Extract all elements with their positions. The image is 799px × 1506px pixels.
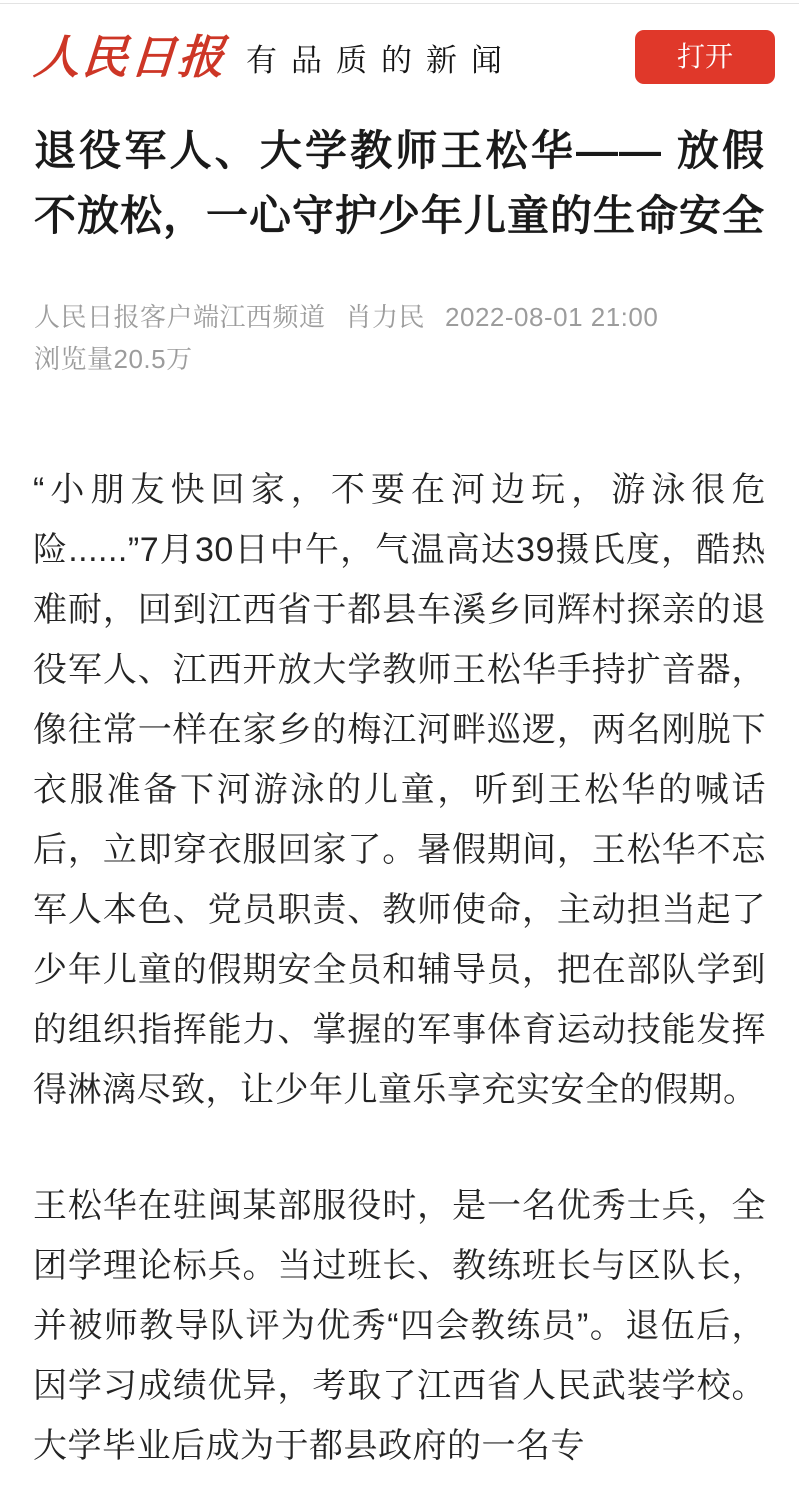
- article-publish-time: 2022-08-01 21:00: [445, 302, 659, 332]
- article-paragraph: “小朋友快回家，不要在河边玩，游泳很危险......”7月30日中午，气温高达39摄氏度，酷热难耐，回到江西省于都县车溪乡同辉村探亲的退役军人、江西开放大学教师王松华手持扩音器，像往常一样在家乡的梅江河畔巡逻，两名刚脱下衣服准备下河游泳的儿童，听到王松华的喊话后，立即穿衣服回家了。暑假期间，王松华不忘军人本色、党员职责、教师使命，主动担当起了少年儿童的假期安全员和辅导员，把在部队学到的组织指挥能力、掌握的军事体育运动技能发挥得淋漓尽致，让少年儿童乐享充实安全的假期。: [33, 471, 766, 1109]
- article-meta: [34, 296, 765, 380]
- meta-line-1: [34, 296, 765, 338]
- article-page: [0, 118, 799, 1476]
- article-paragraph: 王松华在驻闽某部服役时，是一名优秀士兵，全团学理论标兵。当过班长、教练班长与区队长，并被师教导队评为优秀“四会教练员”。退伍后，因学习成绩优异，考取了江西省人民武装学校。大学毕业后成为于都县政府的一名专: [33, 1187, 766, 1465]
- article-author: 肖力民: [345, 302, 426, 332]
- meta-line-2: [34, 338, 765, 380]
- article-body: [33, 460, 766, 1476]
- open-app-button[interactable]: 打开: [635, 30, 775, 84]
- article-title: 退役军人、大学教师王松华—— 放假不放松，一心守护少年儿童的生命安全: [34, 127, 766, 239]
- article-view-count: 浏览量20.5万: [34, 344, 193, 374]
- top-divider: [0, 3, 799, 4]
- banner-tagline: 有品质的新闻: [246, 42, 516, 79]
- peoples-daily-logo[interactable]: 人民日报: [32, 30, 228, 84]
- app-banner: [0, 0, 799, 102]
- article-source: 人民日报客户端江西频道: [34, 302, 326, 332]
